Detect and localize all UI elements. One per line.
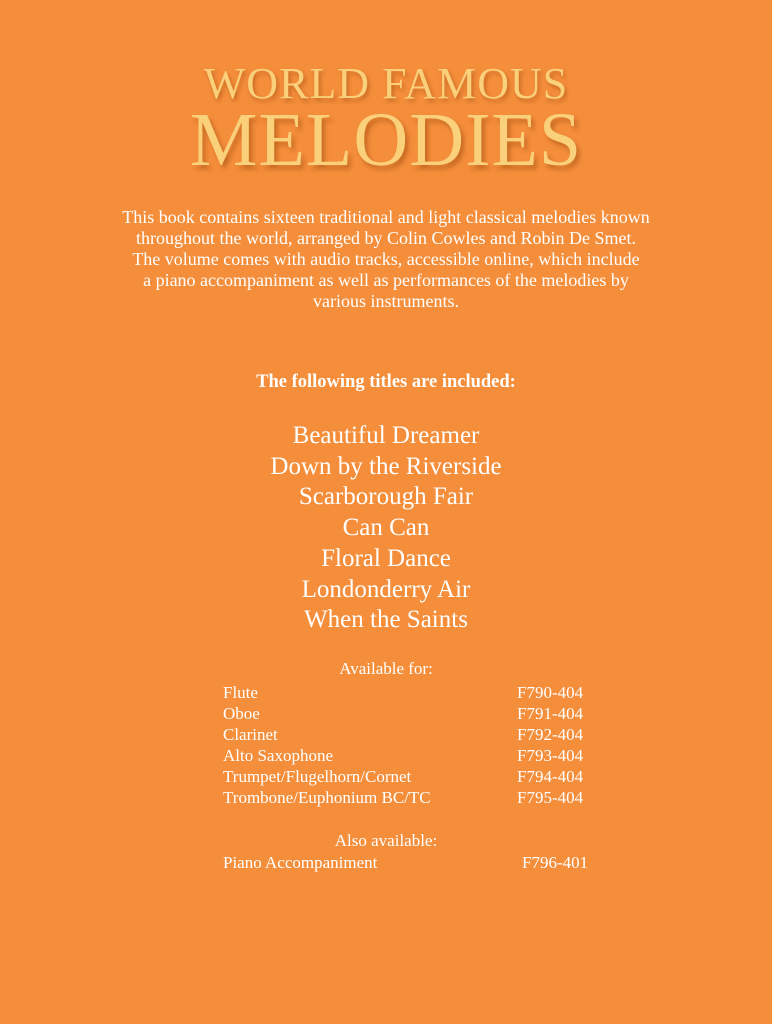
edition-row	[223, 852, 613, 873]
edition-code: F793-404	[517, 746, 584, 765]
edition-name: Clarinet	[223, 725, 278, 744]
also-available-list	[223, 852, 613, 873]
edition-code: F794-404	[517, 767, 584, 786]
edition-code: F795-404	[517, 788, 584, 807]
edition-name: Trumpet/Flugelhorn/Cornet	[223, 767, 412, 786]
edition-name: Oboe	[223, 704, 260, 723]
included-titles-heading: The following titles are included:	[256, 372, 516, 392]
also-available-heading: Also available:	[334, 831, 438, 850]
title-item: Down by the Riverside	[270, 452, 502, 480]
included-titles-list	[0, 421, 772, 636]
edition-code: F792-404	[517, 725, 584, 744]
intro-line: throughout the world, arranged by Colin Cowles and Robin De Smet.	[136, 228, 636, 248]
edition-code: F791-404	[517, 704, 584, 723]
edition-row	[223, 703, 613, 724]
title-item: Floral Dance	[321, 544, 451, 572]
edition-code: F790-404	[517, 683, 584, 702]
intro-line: a piano accompaniment as well as performances of the melodies by	[143, 270, 629, 290]
intro-line: The volume comes with audio tracks, accessible online, which include	[132, 249, 640, 269]
edition-row	[223, 766, 613, 787]
edition-name: Flute	[223, 683, 258, 702]
edition-code: F796-401	[522, 853, 589, 872]
title-item: Beautiful Dreamer	[292, 422, 480, 449]
edition-name: Trombone/Euphonium BC/TC	[223, 788, 431, 807]
title-item: Can Can	[342, 514, 430, 542]
available-editions-list	[223, 682, 613, 808]
edition-name: Piano Accompaniment	[223, 853, 378, 872]
edition-row	[223, 682, 613, 703]
edition-row	[223, 787, 613, 808]
title-item: Londonderry Air	[301, 575, 471, 603]
title-item: When the Saints	[304, 606, 468, 634]
edition-name: Alto Saxophone	[223, 746, 334, 765]
title-item: Scarborough Fair	[298, 483, 474, 511]
intro-line: various instruments.	[313, 291, 459, 311]
cover-title-line2: MELODIES	[189, 98, 583, 182]
intro-line: This book contains sixteen traditional and light classical melodies known	[122, 207, 650, 227]
edition-row	[223, 724, 613, 745]
cover-title-line1: WORLD FAMOUS	[203, 59, 569, 108]
intro-paragraph	[40, 207, 732, 312]
available-for-heading: Available for:	[339, 659, 433, 678]
edition-row	[223, 745, 613, 766]
